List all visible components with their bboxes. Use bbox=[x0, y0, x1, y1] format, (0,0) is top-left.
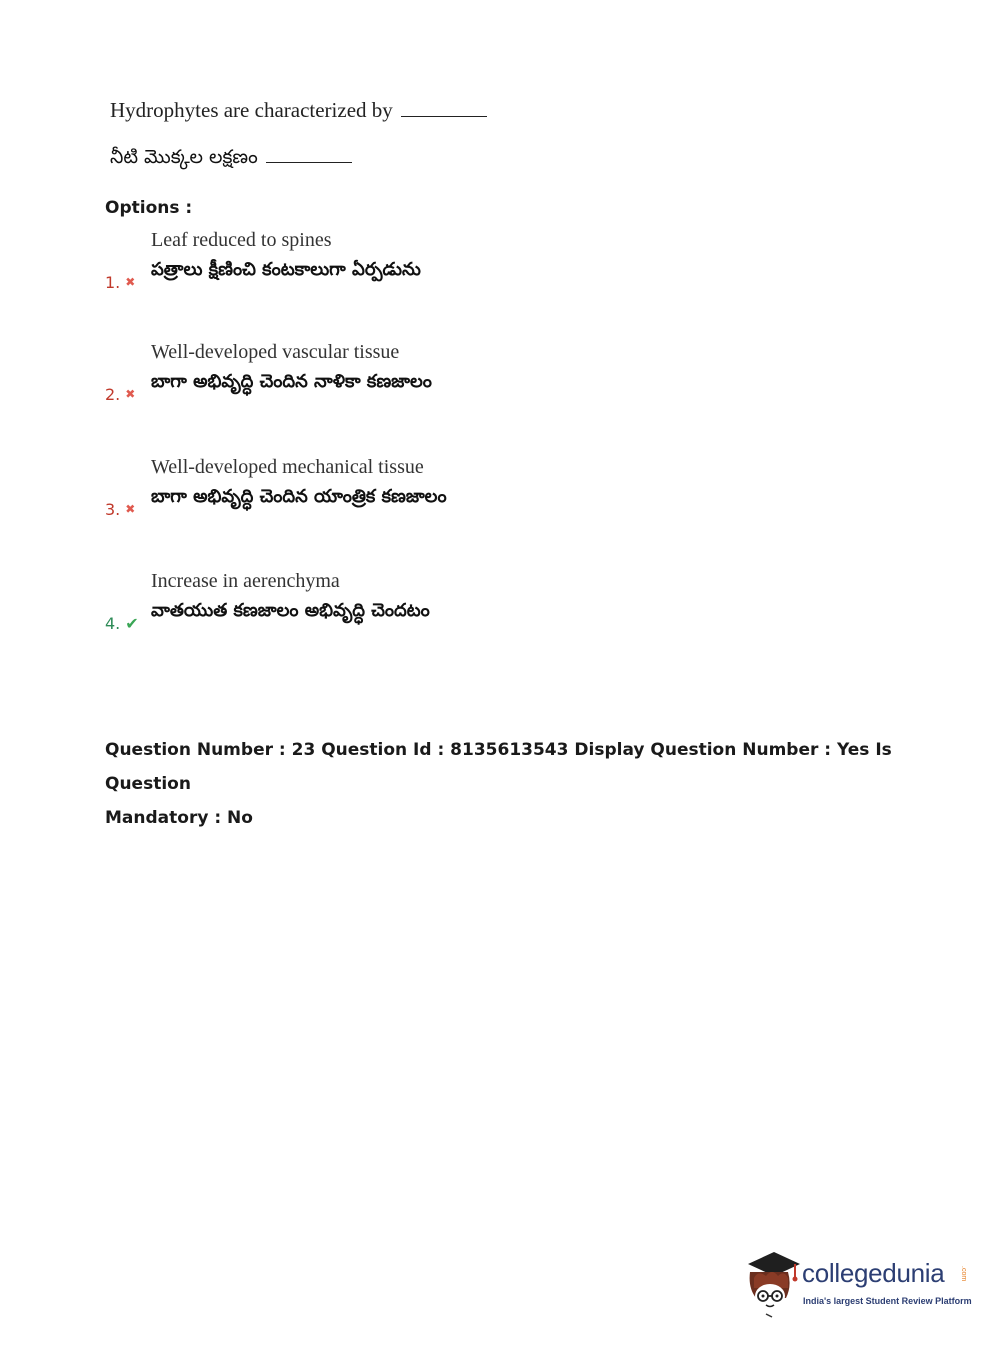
check-icon: ✔ bbox=[125, 614, 139, 633]
option-3-number-label: 3. bbox=[105, 500, 121, 519]
brand-logo bbox=[742, 1248, 972, 1318]
answer-blank-telugu bbox=[266, 161, 352, 163]
cross-icon: ✖ bbox=[125, 275, 136, 289]
brand-tagline: India's largest Student Review Platform bbox=[803, 1296, 972, 1306]
option-3-telugu: బాగా అభివృద్ధి చెందిన యాంత్రిక కణజాలం bbox=[151, 486, 447, 507]
option-4-number-label: 4. bbox=[105, 614, 121, 633]
option-2-telugu: బాగా అభివృద్ధి చెందిన నాళికా కణజాలం bbox=[151, 371, 432, 392]
option-3 bbox=[105, 456, 605, 536]
option-2-number bbox=[105, 385, 135, 404]
option-2-number-label: 2. bbox=[105, 385, 121, 404]
cross-icon: ✖ bbox=[125, 502, 136, 516]
question-telugu-label: నీటి మొక్కల లక్షణం bbox=[110, 146, 258, 168]
option-4-english: Increase in aerenchyma bbox=[151, 570, 340, 592]
question-english-label: Hydrophytes are characterized by bbox=[110, 98, 393, 122]
brand-domain: .com bbox=[960, 1266, 967, 1282]
question-metadata-line-2: Mandatory : No bbox=[105, 808, 253, 828]
option-4 bbox=[105, 570, 605, 650]
cross-icon: ✖ bbox=[125, 387, 136, 401]
option-1-english: Leaf reduced to spines bbox=[151, 229, 332, 251]
question-metadata bbox=[105, 733, 905, 835]
option-2 bbox=[105, 341, 605, 421]
mascot-icon bbox=[742, 1248, 804, 1318]
brand-name: collegedunia bbox=[802, 1258, 945, 1288]
option-1 bbox=[105, 229, 605, 309]
option-1-telugu: పత్రాలు క్షీణించి కంటకాలుగా ఏర్పడును bbox=[151, 259, 421, 280]
question-metadata-line-1: Question Number : 23 Question Id : 8135613543 Display Question Number : Yes Is Question bbox=[105, 740, 892, 794]
option-4-telugu: వాతయుత కణజాలం అభివృద్ధి చెందటం bbox=[151, 600, 430, 621]
option-1-number-label: 1. bbox=[105, 273, 121, 292]
option-4-number bbox=[105, 614, 139, 633]
option-1-number bbox=[105, 273, 135, 292]
option-2-english: Well-developed vascular tissue bbox=[151, 341, 400, 363]
question-text-telugu bbox=[110, 146, 352, 173]
options-heading: Options : bbox=[105, 198, 193, 218]
option-3-english: Well-developed mechanical tissue bbox=[151, 456, 424, 478]
answer-blank bbox=[401, 115, 487, 117]
option-3-number bbox=[105, 500, 135, 519]
question-text-english bbox=[110, 98, 487, 123]
